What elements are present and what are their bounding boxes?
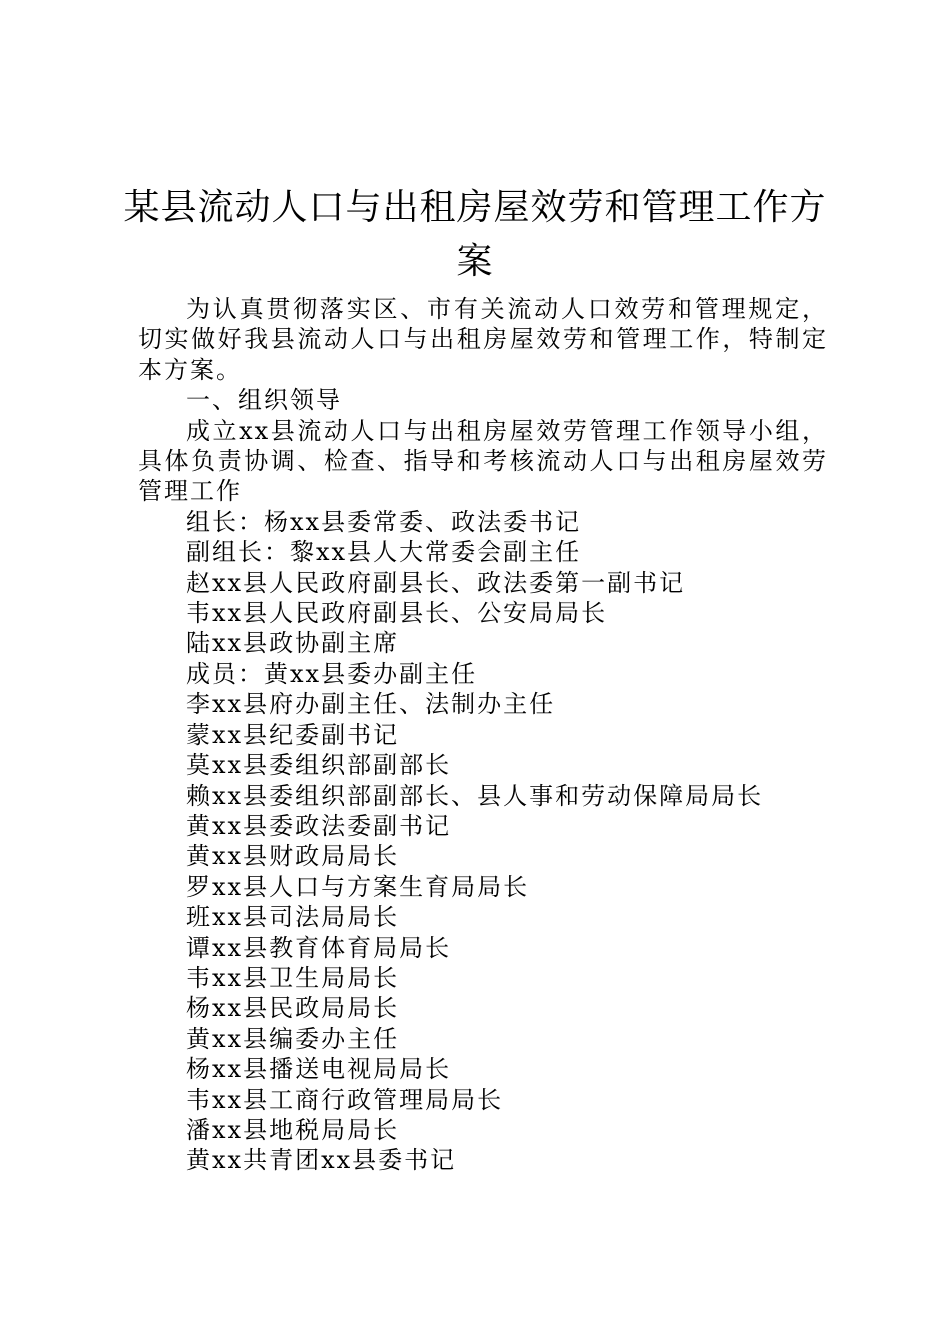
member-line: 黄xx县财政局局长 <box>186 842 400 871</box>
section-heading-organization: 一、组织领导 <box>186 386 342 415</box>
document-body <box>138 294 828 1176</box>
member-line: 罗xx县人口与方案生育局局长 <box>186 872 530 901</box>
member-line: 韦xx县工商行政管理局局长 <box>186 1085 504 1114</box>
member-line: 李xx县府办副主任、法制办主任 <box>186 690 556 719</box>
member-line: 班xx县司法局局长 <box>186 903 400 932</box>
member-line: 蒙xx县纪委副书记 <box>186 720 400 749</box>
member-line: 莫xx县委组织部副部长 <box>186 751 452 780</box>
member-line: 韦xx县人民政府副县长、公安局局长 <box>186 599 608 628</box>
document-title-line-1: 某县流动人口与出租房屋效劳和管理工作方 <box>123 187 827 228</box>
member-line: 杨xx县播送电视局局长 <box>186 1055 452 1084</box>
member-line: 韦xx县卫生局局长 <box>186 963 400 992</box>
member-line: 组长：杨xx县委常委、政法委书记 <box>186 507 582 536</box>
member-line: 黄xx共青团xx县委书记 <box>186 1146 457 1175</box>
member-line: 谭xx县教育体育局局长 <box>186 933 452 962</box>
member-line: 成员：黄xx县委办副主任 <box>186 659 478 688</box>
member-line: 陆xx县政协副主席 <box>186 629 400 658</box>
member-line: 赵xx县人民政府副县长、政法委第一副书记 <box>186 568 686 597</box>
member-line: 潘xx县地税局局长 <box>186 1115 400 1144</box>
member-line: 黄xx县编委办主任 <box>186 1024 400 1053</box>
member-line: 黄xx县委政法委副书记 <box>186 811 452 840</box>
member-line: 杨xx县民政局局长 <box>186 994 400 1023</box>
member-line: 副组长：黎xx县人大常委会副主任 <box>186 538 582 567</box>
member-line: 赖xx县委组织部副部长、县人事和劳动保障局局长 <box>186 781 764 810</box>
section-paragraph-leading-group: 成立xx县流动人口与出租房屋效劳管理工作领导小组，具体负责协调、检查、指导和考核流动人口与出租房屋效劳管理工作 <box>138 416 828 506</box>
document-title-line-2: 案 <box>456 241 494 282</box>
intro-paragraph: 为认真贯彻落实区、市有关流动人口效劳和管理规定，切实做好我县流动人口与出租房屋效劳和管理工作，特制定本方案。 <box>138 295 828 384</box>
